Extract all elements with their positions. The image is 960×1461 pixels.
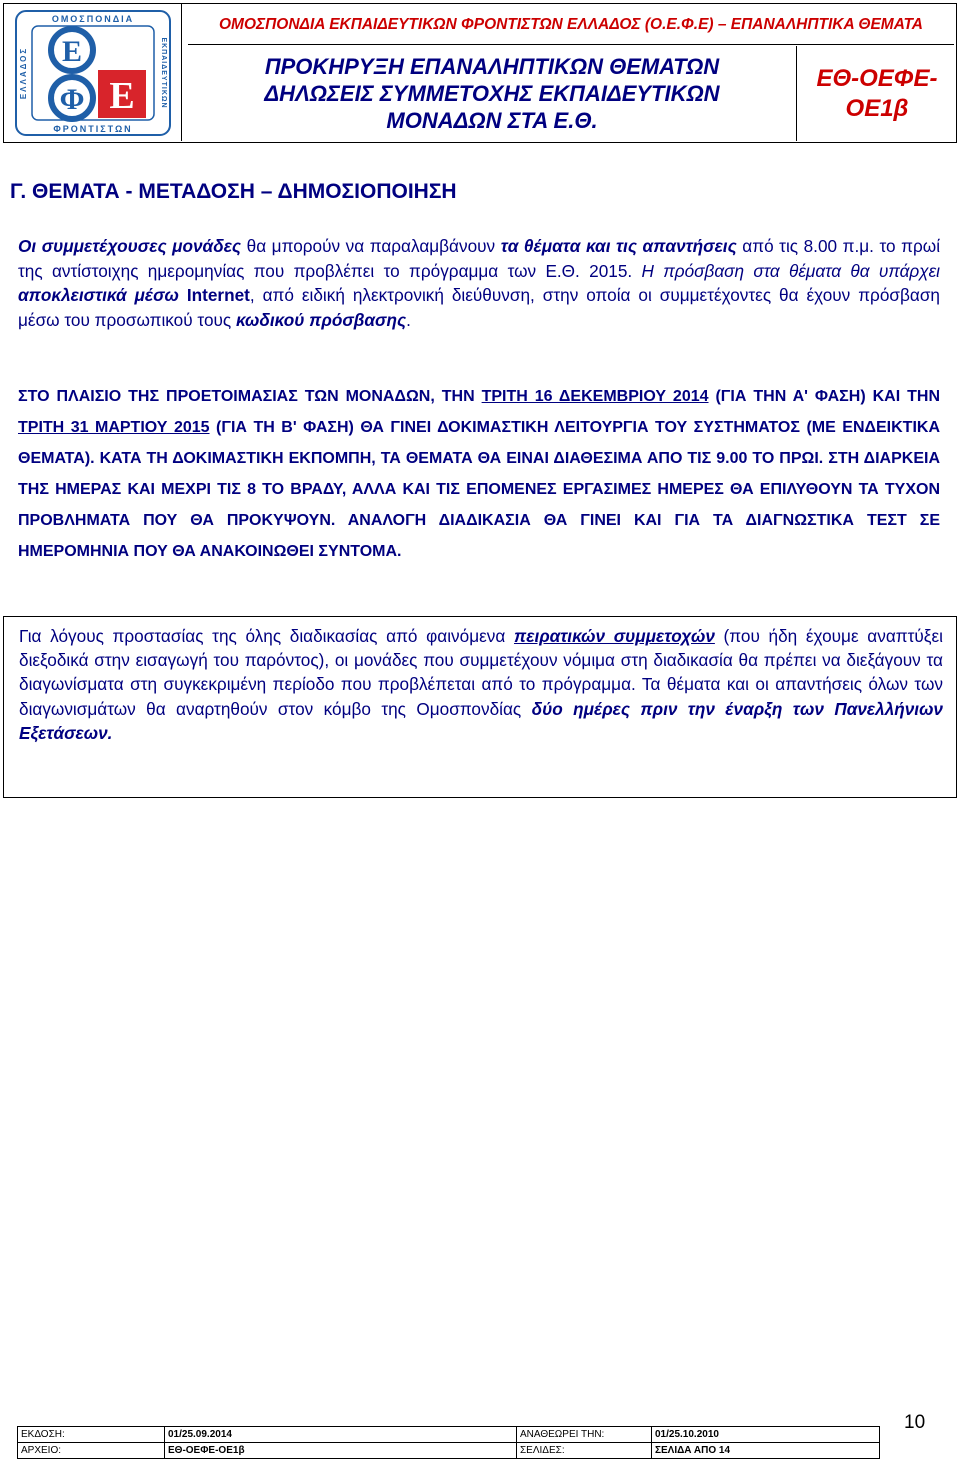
footer-label-file: ΑΡΧΕΙΟ: <box>18 1443 165 1459</box>
paragraph-test-run <box>18 381 940 567</box>
p1-text-6: αποκλειστικά μέσω <box>18 285 179 305</box>
footer-label-edition: ΕΚΔΟΣΗ: <box>18 1427 165 1443</box>
title-line-3: ΜΟΝΑΔΩΝ ΣΤΑ Ε.Θ. <box>386 108 598 133</box>
p1-text-2: θα μπορούν να παραλαμβάνουν <box>241 236 501 256</box>
footer-value-file: ΕΘ-ΟΕΦΕ-ΟΕ1β <box>165 1443 517 1459</box>
p3-text-1: Για λόγους προστασίας της όλης διαδικασίας από φαινόμενα <box>19 626 514 646</box>
title-line-1: ΠΡΟΚΗΡΥΞΗ ΕΠΑΝΑΛΗΠΤΙΚΩΝ ΘΕΜΑΤΩΝ <box>264 54 720 79</box>
logo-ring-right-text: ΕΚΠΑΙΔΕΥΤΙΚΩΝ <box>160 37 167 109</box>
paragraph-access <box>18 234 940 332</box>
logo-letter-top: Ε <box>61 35 83 68</box>
footer-label-pages: ΣΕΛΙΔΕΣ: <box>517 1443 652 1459</box>
footer-row-version <box>18 1427 880 1443</box>
p1-text-7: Internet <box>178 285 250 305</box>
p3-text-4: δύο ημέρες πριν την έναρξη των Πανελλήνιων Εξετάσεων. <box>19 698 943 743</box>
p3-text-3: (που ήδη έχουμε αναπτύξει διεξοδικά στην εισαγωγή του παρόντος), οι μονάδες που συμμετέχουν νόμιμα στη διαδικασία θα πρέπει να διεξάγουν τα διαγωνίσματα στη συγκεκριμένη περίοδο που προβλέπεται από το πρόγραμμα. Τα θέματα και οι απαντήσεις όλων των διαγωνισμάτων θα αναρτηθούν στον κόμβο της Ομοσπονδίας <box>19 626 943 719</box>
p1-text-5: Η πρόσβαση στα θέματα θα υπάρχει <box>641 260 940 281</box>
logo-letter-bottom: Φ <box>59 83 85 116</box>
p1-text-8: , από ειδική ηλεκτρονική διεύθυνση, στην οποία οι συμμετέχοντες θα έχουν πρόσβαση μέσω του προσωπικού τους <box>18 285 940 330</box>
notice-box <box>3 616 957 798</box>
document-header <box>3 3 957 143</box>
logo-ring-left-text: ΕΛΛΑΔΟΣ <box>19 46 28 100</box>
logo-ring-bottom-text: ΦΡΟΝΤΙΣΤΩΝ <box>53 124 133 134</box>
document-title <box>188 46 797 141</box>
logo-cell <box>4 4 182 141</box>
p2-text-1: ΣΤΟ ΠΛΑΙΣΙΟ ΤΗΣ ΠΡΟΕΤΟΙΜΑΣΙΑΣ ΤΩΝ ΜΟΝΑΔΩΝ, ΤΗΝ <box>18 388 482 405</box>
footer-value-edition: 01/25.09.2014 <box>165 1427 517 1443</box>
p1-text-4: από τις 8.00 π.μ. το πρωί της αντίστοιχης ημερομηνίας που προβλέπει το πρόγραμμα των Ε.Θ. 2015. <box>18 236 941 281</box>
p2-text-3: (ΓΙΑ ΤΗΝ Α' ΦΑΣΗ) ΚΑΙ ΤΗΝ <box>708 388 940 405</box>
section-heading: Γ. ΘΕΜΑΤΑ - ΜΕΤΑΔΟΣΗ – ΔΗΜΟΣΙΟΠΟΙΗΣΗ <box>10 180 457 203</box>
footer-label-revises: ΑΝΑΘΕΩΡΕΙ ΤΗΝ: <box>517 1427 652 1443</box>
p3-text-2: πειρατικών συμμετοχών <box>513 626 715 646</box>
paragraph-protection <box>19 624 943 745</box>
p1-text-10: . <box>406 309 411 330</box>
oefe-logo <box>12 8 174 138</box>
p2-text-5: (ΓΙΑ ΤΗ Β' ΦΑΣΗ) ΘΑ ΓΙΝΕΙ ΔΟΚΙΜΑΣΤΙΚΗ ΛΕΙΤΟΥΡΓΙΑ ΤΟΥ ΣΥΣΤΗΜΑΤΟΣ (ΜΕ ΕΝΔΕΙΚΤΙΚΑ ΘΕΜΑΤΑ). ΚΑΤΑ ΤΗ ΔΟΚΙΜΑΣΤΙΚΗ ΕΚΠΟΜΠΗ, ΤΑ ΘΕΜΑΤΑ ΘΑ ΕΙΝΑΙ ΔΙΑΘΕΣΙΜΑ ΑΠΟ ΤΙΣ 9.00 ΤΟ ΠΡΩΙ. ΣΤΗ ΔΙΑΡΚΕΙΑ ΤΗΣ ΗΜΕΡΑΣ ΚΑΙ ΜΕΧΡΙ ΤΙΣ 8 ΤΟ ΒΡΑΔΥ, ΑΛΛΑ ΚΑΙ ΤΙΣ ΕΠΟΜΕΝΕΣ ΕΡΓΑΣΙΜΕΣ ΗΜΕΡΕΣ ΘΑ ΕΠΙΛΥΘΟΥΝ ΤΑ ΤΥΧΟΝ ΠΡΟΒΛΗΜΑΤΑ ΠΟΥ ΘΑ ΠΡΟΚΥΨΟΥΝ. ΑΝΑΛΟΓΗ ΔΙΑΔΙΚΑΣΙΑ ΘΑ ΓΙΝΕΙ ΚΑΙ ΓΙΑ ΤΑ ΔΙΑΓΝΩΣΤΙΚΑ ΤΕΣΤ ΣΕ ΗΜΕΡΟΜΗΝΙΑ ΠΟΥ ΘΑ ΑΝΑΚΟΙΝΩΘΕΙ ΣΥΝΤΟΜΑ. <box>18 419 940 560</box>
document-code <box>800 46 954 141</box>
p1-text-3: τα θέματα και τις απαντήσεις <box>500 236 737 256</box>
organization-line: ΟΜΟΣΠΟΝΔΙΑ ΕΚΠΑΙΔΕΥΤΙΚΩΝ ΦΡΟΝΤΙΣΤΩΝ ΕΛΛΑΔΟΣ (Ο.Ε.Φ.Ε) – ΕΠΑΝΑΛΗΠΤΙΚΑ ΘΕΜΑΤΑ <box>188 6 954 45</box>
footer-row-file <box>18 1443 880 1459</box>
document-code-line-1: ΕΘ-ΟΕΦΕ- <box>816 64 938 92</box>
p1-text-9: κωδικού πρόσβασης <box>235 309 407 330</box>
p2-date-1: ΤΡΙΤΗ 16 ΔΕΚΕΜΒΡΙΟΥ 2014 <box>481 388 709 405</box>
footer-value-revises: 01/25.10.2010 <box>652 1427 880 1443</box>
page-number: 10 <box>904 1412 926 1433</box>
logo-ring-top-text: ΟΜΟΣΠΟΝΔΙΑ <box>51 14 135 24</box>
title-line-2: ΔΗΛΩΣΕΙΣ ΣΥΜΜΕΤΟΧΗΣ ΕΚΠΑΙΔΕΥΤΙΚΩΝ <box>264 81 720 106</box>
p2-date-2: ΤΡΙΤΗ 31 ΜΑΡΤΙΟΥ 2015 <box>18 419 210 436</box>
footer-value-pages: ΣΕΛΙΔΑ ΑΠΟ 14 <box>652 1443 880 1459</box>
logo-letter-right: Ε <box>109 75 135 117</box>
document-code-line-2: ΟΕ1β <box>845 94 909 122</box>
footer-table <box>17 1426 880 1459</box>
p1-text-1: Οι συμμετέχουσες μονάδες <box>18 236 242 256</box>
